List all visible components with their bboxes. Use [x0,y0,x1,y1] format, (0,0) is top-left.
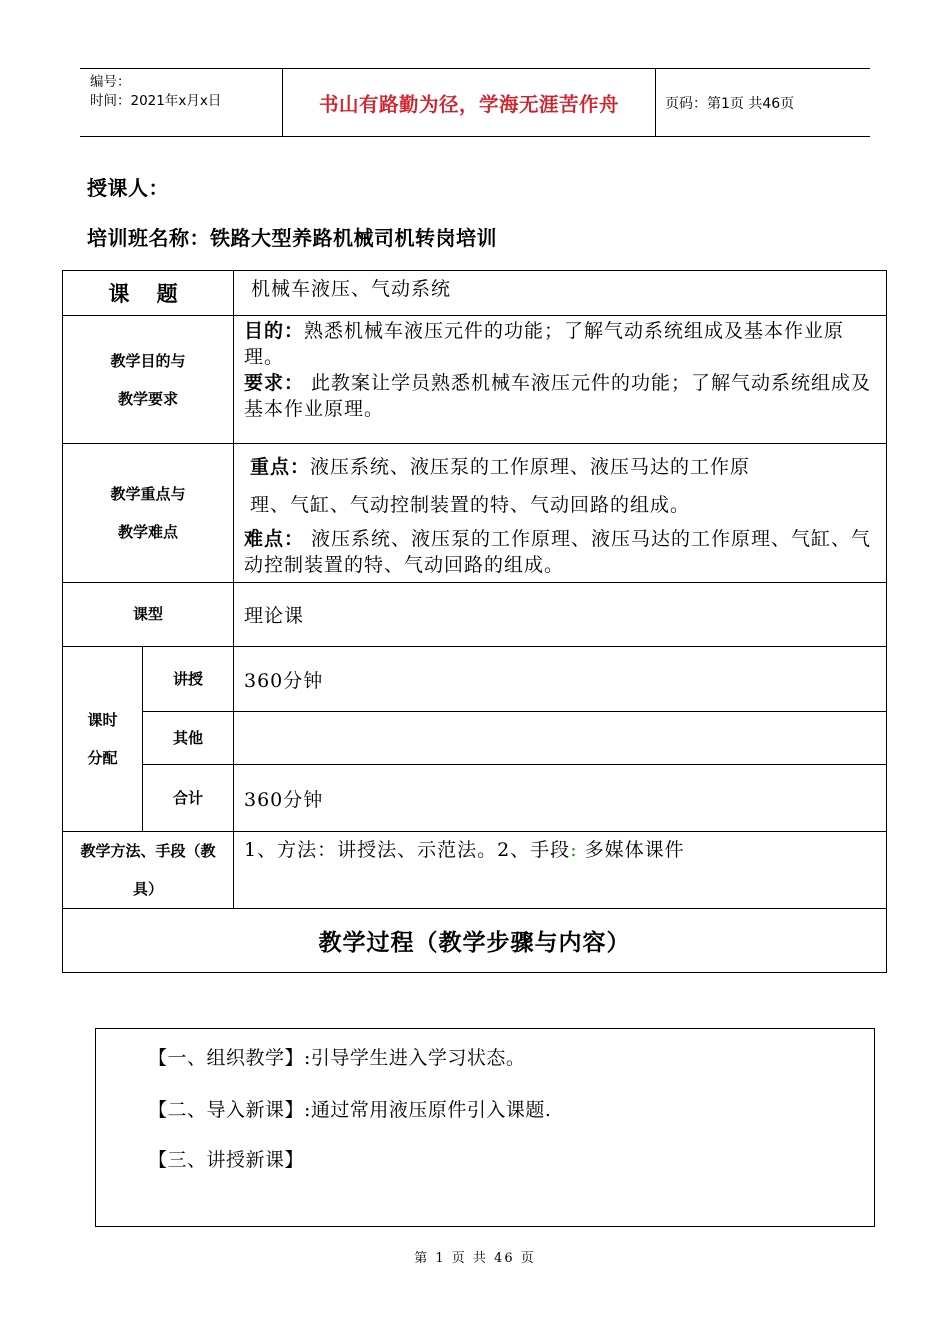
header-page-info: 页码：第1页 共46页 [665,95,795,112]
process-title-cell [63,909,887,973]
topic-value-cell [234,271,887,316]
difficult-key: 难点： [244,528,305,550]
method-value-colon: : [570,839,578,861]
requirement-line [244,370,876,422]
type-label: 课型 [132,605,163,623]
objectives-content-cell [234,316,887,444]
topic-label: 课 题 [108,282,188,306]
lecture-label-cell [143,647,234,712]
hours-label-cell [63,647,143,832]
type-value: 理论课 [244,605,305,627]
objectives-label-cell [63,316,234,444]
step-teach: 【三、讲授新课】 [148,1149,305,1171]
other-value-cell [234,712,887,765]
method-label-cell [63,832,234,909]
method-value-b: 多媒体课件 [577,839,685,861]
topic-label-cell [63,271,234,316]
teaching-steps-box [95,1028,875,1227]
objectives-label-line1: 教学目的与 [110,351,186,370]
objectives-label-line2: 教学要求 [117,389,178,408]
lecture-label: 讲授 [172,669,203,688]
difficult-text: 液压系统、液压泵的工作原理、液压马达的工作原理、气缸、气动控制装置的特、气动回路的组成。 [244,528,872,576]
purpose-key: 目的： [244,320,305,342]
step-organize: 【一、组织教学】:引导学生进入学习状态。 [148,1047,526,1069]
hours-label-line2: 分配 [87,749,118,767]
page-footer: 第 1 页 共 46 页 [414,1251,536,1266]
number-label: 编号： [90,74,131,90]
lecture-value: 360分钟 [244,669,324,692]
process-title: 教学过程（教学步骤与内容） [318,930,631,956]
method-label-line1: 教学方法、手段（教 [80,842,216,860]
requirement-key: 要求： [244,372,305,394]
method-value-cell [234,832,887,909]
lecture-value-cell [234,647,887,712]
header-meta [90,73,221,111]
purpose-text: 熟悉机械车液压元件的功能；了解气动系统组成及基本作业原理。 [244,320,845,368]
other-label: 其他 [172,728,203,747]
key-text-2: 理、气缸、气动控制装置的特、气动回路的组成。 [250,494,691,516]
lesson-plan-table [62,270,887,973]
header-motto: 书山有路勤为径，学海无涯苦作舟 [282,69,656,136]
hours-label-line1: 课时 [87,711,118,729]
keypoints-label-line2: 教学难点 [117,523,178,541]
method-value-a: 1、方法：讲授法、示范法。2、手段 [244,839,571,861]
key-line [244,448,876,486]
difficult-line [244,526,876,578]
class-name: 培训班名称：铁路大型养路机械司机转岗培训 [87,226,497,250]
page-header [80,68,870,137]
type-value-cell [234,583,887,647]
step-introduce: 【二、导入新课】:通过常用液压原件引入课题. [148,1099,552,1121]
instructor-label: 授课人： [87,176,169,200]
keypoints-label-line1: 教学重点与 [110,485,186,503]
key-text-1: 液压系统、液压泵的工作原理、液压马达的工作原 [310,456,751,478]
total-label: 合计 [172,788,203,807]
type-label-cell [63,583,234,647]
time-label: 时间：2021年x月x日 [90,93,222,109]
purpose-line [244,318,876,370]
other-label-cell [143,712,234,765]
keypoints-content-cell [234,444,887,583]
total-value-cell [234,765,887,832]
total-value: 360分钟 [244,788,324,811]
keypoints-label-cell [63,444,234,583]
key-key: 重点： [250,456,311,478]
method-label-line2: 具） [132,880,163,898]
requirement-text: 此教案让学员熟悉机械车液压元件的功能；了解气动系统组成及基本作业原理。 [244,372,872,420]
total-label-cell [143,765,234,832]
topic-value: 机械车液压、气动系统 [251,278,452,300]
